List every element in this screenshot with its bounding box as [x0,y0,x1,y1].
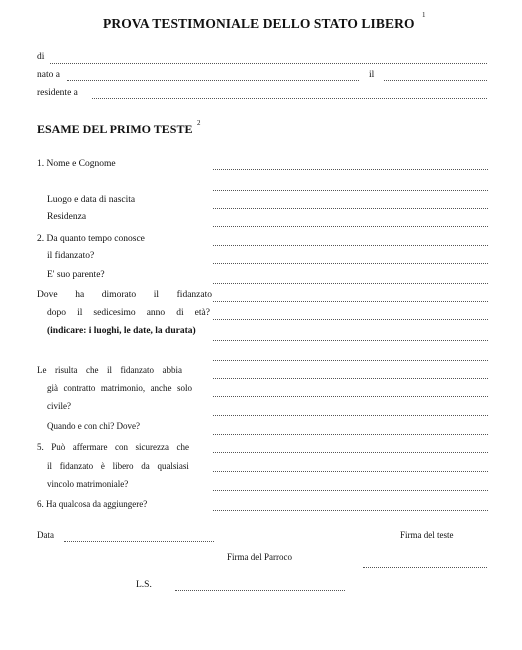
answer-line[interactable] [213,434,488,435]
q5-label-line1: 5. Può affermare con sicurezza che [37,442,189,452]
residente-a-field[interactable] [92,98,487,99]
q4-label-line2: già contratto matrimonio, anche solo [47,383,192,393]
residente-a-label: residente a [37,88,78,98]
q6-label: 6. Ha qualcosa da aggiungere? [37,499,148,509]
section-footnote-marker: 2 [197,119,201,127]
parroco-signature-field[interactable] [175,590,345,591]
section-title: ESAME DEL PRIMO TESTE [37,122,193,136]
q2-parente-label: E' suo parente? [47,270,105,280]
answer-line[interactable] [213,415,488,416]
birth-date-field[interactable] [384,80,487,81]
q2-label-line2: il fidanzato? [47,251,95,261]
di-label: di [37,52,45,62]
nato-a-label: nato a [37,70,60,80]
answer-line[interactable] [213,190,488,191]
q3-label-line1: Dove ha dimorato il fidanzato [37,290,212,300]
q1-label: 1. Nome e Cognome [37,159,116,169]
ls-label: L.S. [136,580,152,590]
answer-line[interactable] [213,319,488,320]
answer-line[interactable] [213,360,488,361]
answer-line[interactable] [213,169,488,170]
firma-parroco-label: Firma del Parroco [227,552,292,562]
answer-line[interactable] [213,301,488,302]
di-field[interactable] [50,63,487,64]
data-label: Data [37,530,54,540]
answer-line[interactable] [213,263,488,264]
nato-a-field[interactable] [67,80,359,81]
q1-luogo-label: Luogo e data di nascita [47,195,136,205]
q4-label-line1: Le risulta che il fidanzato abbia [37,365,182,375]
q4-label-line3: civile? [47,401,71,411]
answer-line[interactable] [213,208,488,209]
q5-label-line3: vincolo matrimoniale? [47,479,129,489]
answer-line[interactable] [213,452,488,453]
il-label: il [369,70,375,80]
answer-line[interactable] [213,510,488,511]
firma-teste-field[interactable] [363,567,487,568]
q1-residenza-label: Residenza [47,212,87,222]
answer-line[interactable] [213,226,488,227]
q5-label-line2: il fidanzato è libero da qualsiasi [47,461,189,471]
answer-line[interactable] [213,245,488,246]
document-title: PROVA TESTIMONIALE DELLO STATO LIBERO [103,16,415,31]
firma-teste-label: Firma del teste [400,530,454,540]
q4-label-line4: Quando e con chi? Dove? [47,421,140,431]
answer-line[interactable] [213,471,488,472]
data-field[interactable] [64,541,214,542]
q3-label-line3: (indicare: i luoghi, le date, la durata) [47,326,196,336]
answer-line[interactable] [213,283,488,284]
q2-label-line1: 2. Da quanto tempo conosce [37,234,145,244]
answer-line[interactable] [213,396,488,397]
q3-label-line2: dopo il sedicesimo anno di età? [47,308,210,318]
title-footnote-marker: 1 [422,11,426,19]
answer-line[interactable] [213,378,488,379]
answer-line[interactable] [213,340,488,341]
answer-line[interactable] [213,490,488,491]
